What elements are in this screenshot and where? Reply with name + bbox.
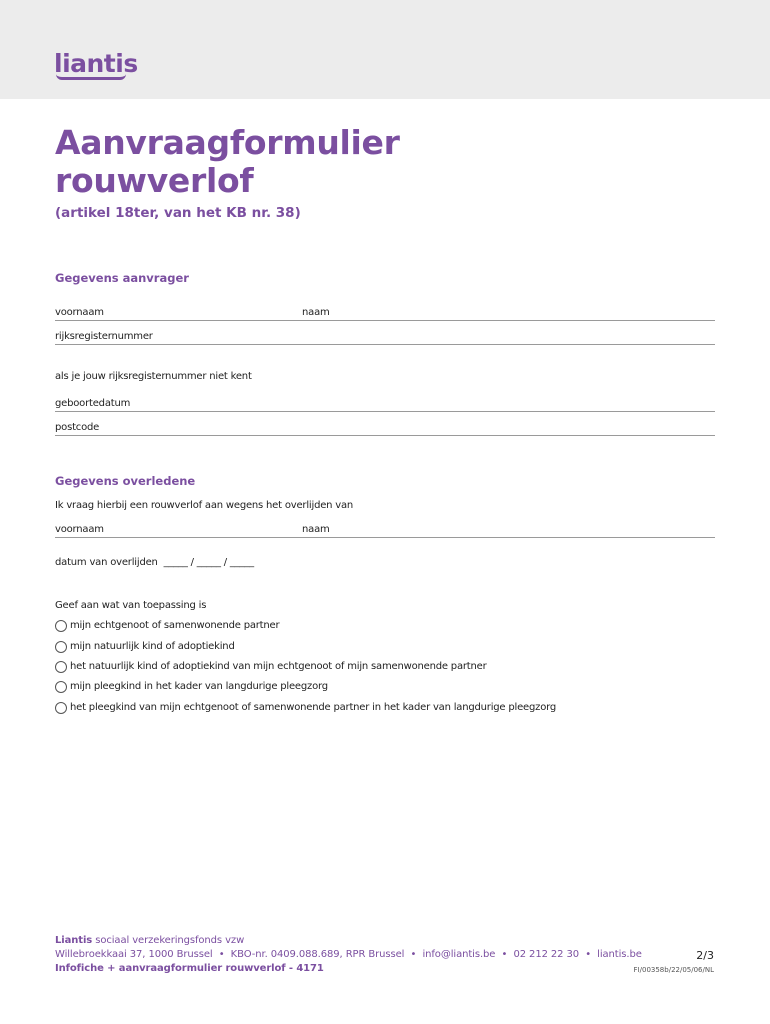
footer-org-rest: sociaal verzekeringsfonds vzw	[92, 935, 245, 946]
title-line-1: Aanvraagformulier	[55, 123, 400, 162]
radio-option-5[interactable]	[55, 702, 67, 714]
liantis-logo: liantis	[54, 49, 138, 78]
radio-option-2[interactable]	[55, 641, 67, 653]
option-label-4: mijn pleegkind in het kader van langdurige pleegzorg	[70, 681, 328, 692]
geboortedatum-field[interactable]	[55, 411, 715, 412]
postcode-field[interactable]	[55, 435, 715, 436]
footer-address: Willebroekkaai 37, 1000 Brussel • KBO-nr. 0409.088.689, RPR Brussel • info@liantis.be • 02 212 22 30 • liantis.be	[55, 949, 642, 960]
section-title-aanvrager: Gegevens aanvrager	[55, 271, 189, 285]
radio-option-1[interactable]	[55, 620, 67, 632]
overledene-naam-label: naam	[302, 524, 330, 535]
footer-doc-title: Infofiche + aanvraagformulier rouwverlof - 4171	[55, 963, 324, 974]
voornaam-naam-field[interactable]	[55, 320, 715, 321]
radio-option-4[interactable]	[55, 681, 67, 693]
datum-overlijden-field[interactable]: datum van overlijden _____ / _____ / _____	[55, 557, 254, 568]
logo-swoosh	[56, 74, 126, 80]
overledene-naam-field[interactable]	[55, 537, 715, 538]
postcode-label: postcode	[55, 422, 100, 433]
rijksregisternummer-label: rijksregisternummer	[55, 331, 153, 342]
page-subtitle: (artikel 18ter, van het KB nr. 38)	[55, 205, 301, 221]
overledene-intro: Ik vraag hierbij een rouwverlof aan wegens het overlijden van	[55, 500, 354, 511]
section-title-overledene: Gegevens overledene	[55, 474, 196, 488]
option-label-2: mijn natuurlijk kind of adoptiekind	[70, 641, 235, 652]
option-label-5: het pleegkind van mijn echtgenoot of samenwonende partner in het kader van langdurige pleegzorg	[70, 702, 556, 713]
footer-org	[55, 935, 244, 946]
overledene-voornaam-label: voornaam	[55, 524, 104, 535]
naam-label: naam	[302, 307, 330, 318]
option-label-1: mijn echtgenoot of samenwonende partner	[70, 620, 280, 631]
rijksregister-note: als je jouw rijksregisternummer niet kent	[55, 371, 252, 382]
page-title	[55, 124, 555, 200]
radio-option-3[interactable]	[55, 661, 67, 673]
footer-org-bold: Liantis	[55, 935, 93, 946]
options-prompt: Geef aan wat van toepassing is	[55, 600, 207, 611]
option-label-3: het natuurlijk kind of adoptiekind van mijn echtgenoot of mijn samenwonende partner	[70, 661, 487, 672]
rijksregisternummer-field[interactable]	[55, 344, 715, 345]
title-line-2: rouwverlof	[55, 161, 254, 200]
geboortedatum-label: geboortedatum	[55, 398, 131, 409]
document-reference: FI/00358b/22/05/06/NL	[633, 966, 714, 974]
page-number: 2/3	[696, 949, 714, 962]
voornaam-label: voornaam	[55, 307, 104, 318]
